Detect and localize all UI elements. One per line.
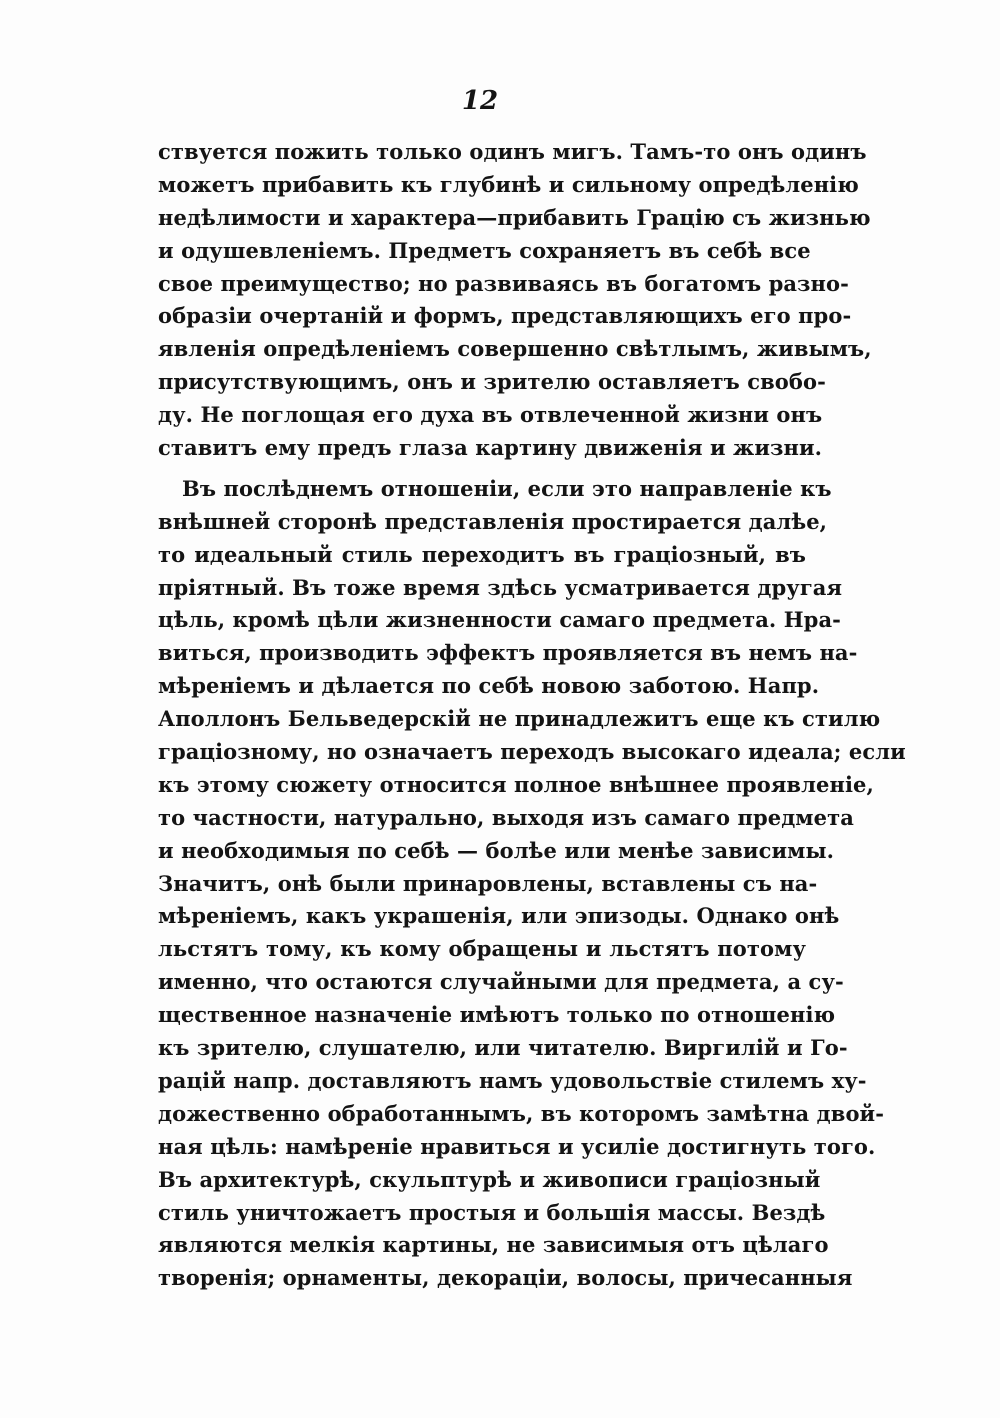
text-line: то идеальный стиль переходитъ въ граціозный, въ [158,541,806,567]
text-line: виться, производить эффектъ проявляется въ немъ на- [158,640,858,666]
text-line: ставитъ ему предъ глаза картину движенія и жизни. [158,435,823,461]
text-line: ная цѣль: намѣреніе нравиться и усиліе достигнуть того. [158,1133,876,1159]
body-text [158,136,906,1295]
text-line: ду. Не поглощая его духа въ отвлеченной жизни онъ [158,402,823,428]
text-line: то частности, натурально, выходя изъ самаго предмета [158,804,854,830]
text-line: мѣреніемъ и дѣлается по себѣ новою заботою. Напр. [158,673,820,699]
text-line: дожественно обработаннымъ, въ которомъ замѣтна двой- [158,1100,885,1126]
text-line: внѣшней сторонѣ представленія простирается далѣе, [158,508,828,534]
paragraph-gap [158,465,806,473]
text-line: стиль уничтожаетъ простыя и большія массы. Вездѣ [158,1199,826,1225]
text-line: рацій напр. доставляютъ намъ удовольствіе стилемъ ху- [158,1067,867,1093]
text-line: щественное назначеніе имѣютъ только по отношенію [158,1002,836,1028]
text-line: и необходимыя по себѣ — болѣе или менѣе зависимы. [158,837,835,863]
text-line: явленія опредѣленіемъ совершенно свѣтлымъ, живымъ, [158,336,872,362]
text-line: цѣль, кромѣ цѣли жизненности самаго предмета. Нра- [158,607,841,633]
text-line: являются мелкія картины, не зависимыя отъ цѣлаго [158,1232,829,1258]
text-line: свое преимущество; но развиваясь въ богатомъ разно- [158,270,849,296]
text-line: граціозному, но означаетъ переходъ высокаго идеала; если [158,739,906,765]
text-line: творенія; орнаменты, декораціи, волосы, причесанныя [158,1265,853,1291]
text-line: Значитъ, онѣ были принаровлены, вставлены съ на- [158,870,818,896]
text-line: пріятный. Въ тоже время здѣсь усматривается другая [158,574,843,600]
text-line: именно, что остаются случайными для предмета, а су- [158,969,844,995]
text-line: къ этому сюжету относится полное внѣшнее проявленіе, [158,771,874,797]
text-line: мѣреніемъ, какъ украшенія, или эпизоды. Однако онѣ [158,903,840,929]
text-line: недѣлимости и характера—прибавить Грацію съ жизнью [158,204,871,230]
text-line: къ зрителю, слушателю, или читателю. Виргилій и Го- [158,1035,848,1061]
text-line: Аполлонъ Бельведерскій не принадлежитъ еще къ стилю [158,706,881,732]
text-line: и одушевленіемъ. Предметъ сохраняетъ въ себѣ все [158,237,811,263]
text-line: образіи очертаній и формъ, представляющихъ его про- [158,303,852,329]
text-line: льстятъ тому, къ кому обращены и льстятъ потому [158,936,806,962]
page-number: 12 [461,86,499,116]
text-line: Въ архитектурѣ, скульптурѣ и живописи граціозный [158,1166,821,1192]
text-line: ствуется пожить только одинъ мигъ. Тамъ-то онъ одинъ [158,139,867,164]
text-line: Въ послѣднемъ отношеніи, если это направленіе къ [182,475,832,501]
text-line: можетъ прибавить къ глубинѣ и сильному опредѣленію [158,171,859,197]
text-line: присутствующимъ, онъ и зрителю оставляетъ свобо- [158,369,826,395]
